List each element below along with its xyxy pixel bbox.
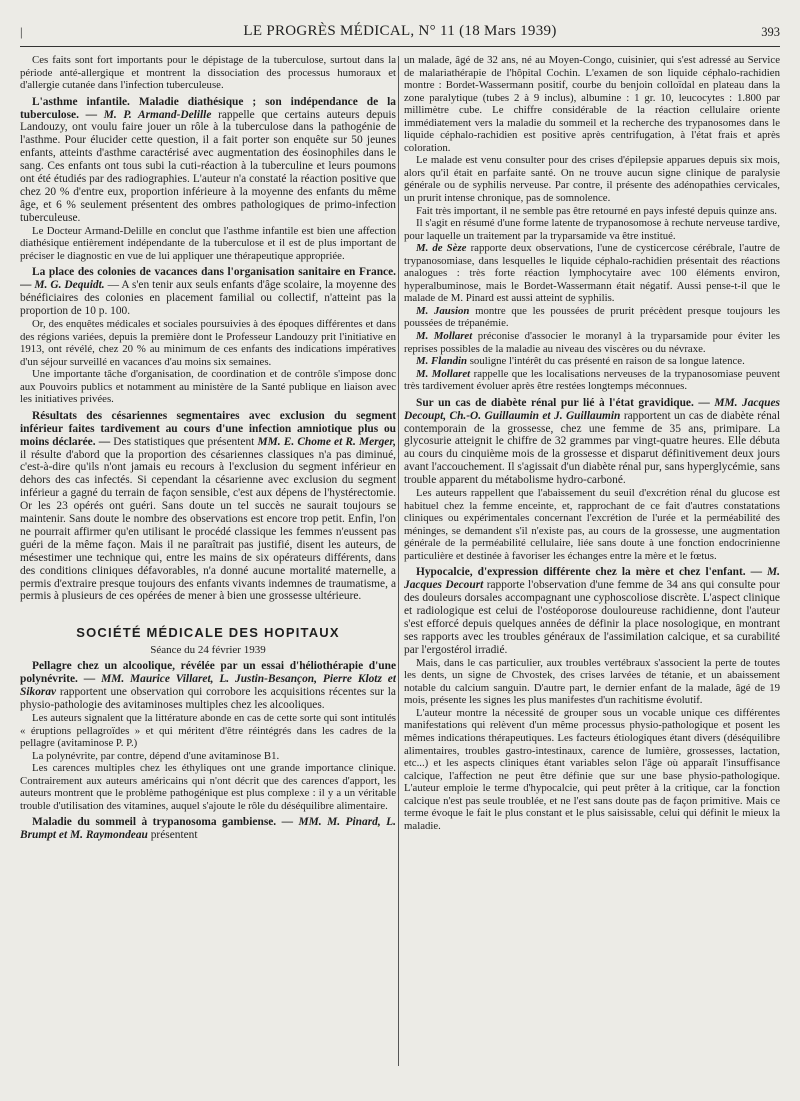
paragraph-text: souligne l'intérêt du cas présenté en raison de sa longue latence.	[469, 355, 745, 368]
paragraph: Une importante tâche d'organisation, de coordination et de contrôle s'impose donc aux Pouvoirs publics et notamment au ministère de la Santé publique en liaison avec les initiatives privées.	[20, 368, 396, 406]
paragraph: Le Docteur Armand-Delille en conclut que l'asthme infantile est bien une affection diathésique entièrement indépendante de la tuberculose et il est de plus important de préciser le diagnostic en vue de lui appliquer une thérapeutique appropriée.	[20, 224, 396, 262]
article-title: Pellagre chez un alcoolique, révélée par un essai d'héliothérapie d'une polynévrite. —	[20, 660, 396, 686]
running-header	[20, 20, 780, 47]
session-date: Séance du 24 février 1939	[150, 643, 266, 656]
article-text: rapporte l'observation d'une femme de 34 ans qui consulte pour des douleurs dorsales accompagnant une cyphoscoliose discrète. L'aspect clinique et radiologique est celui de l'ostéoporose douloureuse rachidienne, dont l'auteur s'est efforcé depuis quelques années de définir la place nosologique, en montrant ses rapports avec les troubles généraux de l'assimilation calcique, et sa curabilité par l'ergostérol irradié.	[404, 579, 780, 656]
paragraph-text: rappelle que les localisations nerveuses de la trypanosomiase peuvent très tardivement évoluer après être restées longtemps méconnues.	[404, 367, 780, 393]
article-text: il résulte d'abord que la proportion des césariennes classiques n'a pas diminué, c'est-à-dire qu'ils n'ont jamais eu recours à l'exclusion du segment inférieur en dehors des cas infectés. Si cependant la césarienne avec exclusion du segment inférieur a gagné du terrain de façon sensible, c'est aux dépens de l'hystérectomie. Or les 23 opérés ont guéri. Sans doute un tel succès ne saurait toujours se maintenir. Sans doute le nombre des observations est encore trop petit. Enfin, l'on ne pourrait affirmer qu'en utilisant le procédé classique les femmes n'eussent pas guéri de la même façon. Mais il ne paraîtrait pas justifié, disent les auteurs, de mésestimer une technique qui, entre les mains de six opérateurs différents, dans des conditions cliniques défavorables, n'a donné aucune mortalité maternelle, a permis d'extraire presque toujours des enfants vivants indemnes de traumatisme, a permis à plusieurs de ces opérées de mener à bien une grossesse ultérieure.	[20, 448, 396, 603]
article-authors: MM. M. Pinard, L. Brumpt et M. Raymondeau	[20, 816, 396, 842]
article-text: — A s'en tenir aux seuls enfants d'âge scolaire, la moyenne des bénéficiaires des colonies en placement familial ou collectif, n'atteint pas la proportion de 10 p. 100.	[20, 279, 396, 318]
discussion-mollaret	[404, 330, 780, 355]
article-title: Hypocalcie, d'expression différente chez la mère et chez l'enfant. —	[416, 566, 763, 579]
paragraph-text: montre que les poussées de prurit précèdent presque toujours les poussées de trépanémie.	[404, 304, 780, 330]
society-title: SOCIÉTÉ MÉDICALE DES HOPITAUX	[76, 625, 340, 641]
paragraph: Mais, dans le cas particulier, aux troubles vertébraux s'associent la perte de toutes les dents, un signe de Chvostek, des crises larvées de tétanie, et un abaissement notable du calcium sanguin. D'autre part, le dernier enfant de la malade, âgé de 19 mois, présente les signes les plus manifestes d'un rachitisme évolutif.	[404, 656, 780, 707]
article-authors: M. Jacques Decourt	[404, 566, 780, 592]
article-text: rapportent un cas de diabète rénal contemporain de la grossesse, chez une femme de 35 ans, primipare. La glycosurie atteignit le chiffre de 32 grammes par vingt-quatre heures. Elle débuta au cours du cinquième mois de la grossesse et disparut définitivement deux jours avant l'accouchement. Il s'agissait d'un diabète rénal pur, sans hyperglycémie, sans trouble apparent du métabolisme hydro-carboné.	[404, 409, 780, 487]
paragraph: Il s'agit en résumé d'une forme latente de trypanosomose à rechute nerveuse tardive, pour laquelle un traitement par la tryparsamide va être institué.	[404, 217, 780, 242]
discussant-name: M. de Sèze	[416, 242, 467, 255]
article-text: rappelle que certains auteurs depuis Landouzy, ont voulu faire jouer un rôle à la tuberculose dans la pathogénie de l'asthme. Pour élucider cette question, il a fait porter son enquête sur 50 jeunes enfants, atteints d'asthme caractérisé avec augmentation des éosinophiles dans le sang. Ces enfants ont tous subi la cuti-réaction à la tuberculine et leurs poumons ont été étudiés par des radiographies. L'auteur n'a constaté la réaction positive que chez 20 % d'entre eux, proportion inférieure à la moyenne des enfants du même âge, et 6 % seulement présentent des ombres pathologiques de primo-infection tuberculeuse.	[20, 108, 396, 224]
margin-mark: |	[20, 25, 23, 39]
discussant-name: M. Flandin	[416, 355, 468, 368]
left-column	[20, 54, 396, 1089]
article-sommeil	[20, 816, 396, 842]
paragraph: Fait très important, il ne semble pas être retourné en pays infesté depuis quinze ans.	[416, 204, 777, 217]
article-hypocalcie	[404, 566, 780, 656]
discussion-flandin	[404, 355, 780, 368]
intro-paragraph: Ces faits sont fort importants pour le dépistage de la tuberculose, surtout dans la période anté-allergique et montrent la dissociation des processus humoraux et d'allergie cutanée dans l'infection tuberculeuse.	[20, 54, 396, 92]
article-text: rapportent une observation qui corrobore les acquisitions récentes sur la physio-pathologie des avitaminoses multiples chez les alcooliques.	[20, 686, 396, 712]
paragraph: Or, des enquêtes médicales et sociales poursuivies à des époques différentes et dans des régions variées, depuis la première dont le Professeur Landouzy prit l'initiative en 1913, ont révélé, chez 20 % au minimum de ces enfants des indications impératives d'un séjour surveillé en vacances d'au moins six semaines.	[20, 317, 396, 368]
article-pellagre	[20, 660, 396, 712]
article-authors: MM. Jacques Decoupt, Ch.-O. Guillaumin et J. Guillaumin	[404, 396, 780, 422]
article-title: Résultats des césariennes segmentaires avec exclusion du segment inférieur faites tardivement au cours d'une infection amniotique plus ou moins déclarée. —	[20, 409, 396, 448]
article-authors: M. P. Armand-Delille	[103, 108, 212, 121]
column-divider	[398, 56, 399, 1066]
discussant-name: M. Mollaret	[416, 367, 471, 380]
article-title: L'asthme infantile. Maladie diathésique ; son indépendance de la tuberculose. —	[20, 95, 396, 121]
article-authors: MM. E. Chome et R. Merger,	[257, 435, 396, 448]
discussion-jausion	[404, 305, 780, 330]
article-title: Maladie du sommeil à trypanosoma gambiense. —	[32, 816, 294, 829]
paragraph-text: rapporte deux observations, l'une de cysticercose cérébrale, l'autre de trypanosomiase, dans lesquelles le liquide céphalo-rachidien présentait des réactions analogues : très forte réaction lymphocytaire avec 100 éléments environ, hyperalbuminose, mais le Bordet-Wassermann était négatif. Aussi pense-t-il que le malade de M. Pinard est aussi atteint de syphilis.	[404, 242, 780, 305]
discussant-name: M. Mollaret	[416, 330, 473, 343]
right-column	[404, 54, 780, 1089]
journal-title: LE PROGRÈS MÉDICAL, N° 11 (18 Mars 1939)	[243, 23, 557, 39]
paragraph: Les auteurs rappellent que l'abaissement du seuil d'excrétion rénal du glucose est habituel chez la femme enceinte, et, rapprochant de ce fait d'autres constatations cliniques ou expérimentales concernant l'excrétion de l'urée et la perméabilité des méninges, se demandent s'il n'existe pas, au cours de la grossesse, une augmentation générale de la perméabilité cellulaire, liée sans doute à une fonction endocrinienne particulière et destinée à favoriser les échanges entre la mère et le fœtus.	[404, 487, 780, 562]
article-authors: M. G. Dequidt.	[34, 279, 105, 292]
article-diabete	[404, 397, 780, 487]
discussion-mollaret-2	[404, 368, 780, 393]
article-cesariennes	[20, 410, 396, 604]
article-asthme	[20, 96, 396, 225]
paragraph: un malade, âgé de 32 ans, né au Moyen-Congo, cuisinier, qui s'est adressé au Service de malariathérapie de l'hôpital Cochin. L'examen de son liquide céphalo-rachidien montre : Bordet-Wassermann positif, courbe du benjoin colloïdal en plateau dans la zone paralytique (tubes 2 à 9 inclus), albumine : 1 gr. 10, leucocytes : 1.800 par millimètre cube. Le chiffre considérable de la réaction cellulaire oriente immédiatement vers la maladie du sommeil et la recherche des trypanosomes dans le liquide céphalo-rachidien est positive après centrifugation, à l'état frais et après coloration.	[404, 54, 780, 154]
article-title: La place des colonies de vacances dans l'organisation sanitaire en France. —	[20, 266, 396, 292]
paragraph: L'auteur montre la nécessité de grouper sous un vocable unique ces différentes manifestations qui relèvent d'un même processus physio-pathologique et posent les mêmes indications thérapeutiques. Les facteurs étiologiques étant divers (déséquilibre alimentaires, troubles gastro-intestinaux, carence de lumière, grossesses, lactation, etc...) et les aspects cliniques étant variables selon l'âge où apparaît l'insuffisance calcique, l'affection ne peut être définie que sur une base physio-pathologique. L'auteur emploie le terme d'hypocalcie, qui peut prêter à la critique, car la fonction calcique n'est pas seule troublée, et ne l'est sans doute pas de façon primitive. Mais ce terme évoque le fait le plus constant et le plus saisissable, celui qui définit le mieux la maladie.	[404, 706, 780, 832]
page-number: 393	[761, 25, 780, 39]
article-colonies	[20, 266, 396, 318]
article-title: Sur un cas de diabète rénal pur lié à l'état gravidique. —	[416, 396, 710, 409]
discussion-seze	[404, 242, 780, 305]
discussant-name: M. Jausion	[416, 304, 470, 317]
article-authors: MM. Maurice Villaret, L. Justin-Besançon, Pierre Klotz et Sikorav	[20, 673, 396, 699]
article-text: présentent	[150, 829, 198, 842]
paragraph: Le malade est venu consulter pour des crises d'épilepsie apparues depuis six mois, alors qu'il était en parfaite santé. On ne trouve aucun signe clinique de paralysie générale ou de syphilis nerveuse. Par contre, il présente des adénopathies cervicales, un prurit intense chronique, pas de somnolence.	[404, 154, 780, 205]
article-text: Des statistiques que présentent	[113, 435, 255, 448]
paragraph: La polynévrite, par contre, dépend d'une avitaminose B1.	[32, 749, 280, 762]
paragraph: Les auteurs signalent que la littérature abonde en cas de cette sorte qui sont intitulés « éruptions pellagroïdes » et qui méritent d'être réintégrés dans les cadres de la pellagre (avitaminose P. P.)	[20, 712, 396, 750]
paragraph-text: préconise d'associer le moranyl à la tryparsamide pour éviter les reprises possibles de la maladie au niveau des viscères ou du névraxe.	[404, 330, 780, 355]
paragraph: Les carences multiples chez les éthyliques ont une grande importance clinique. Contrairement aux auteurs américains qui n'ont décrit que des carences d'apport, les auteurs montrent que le problème pathogénique est plus complexe : il y a un véritable trouble d'utilisation des vitamines, auquel s'ajoute le rôle du déséquilibre alimentaire.	[20, 762, 396, 812]
